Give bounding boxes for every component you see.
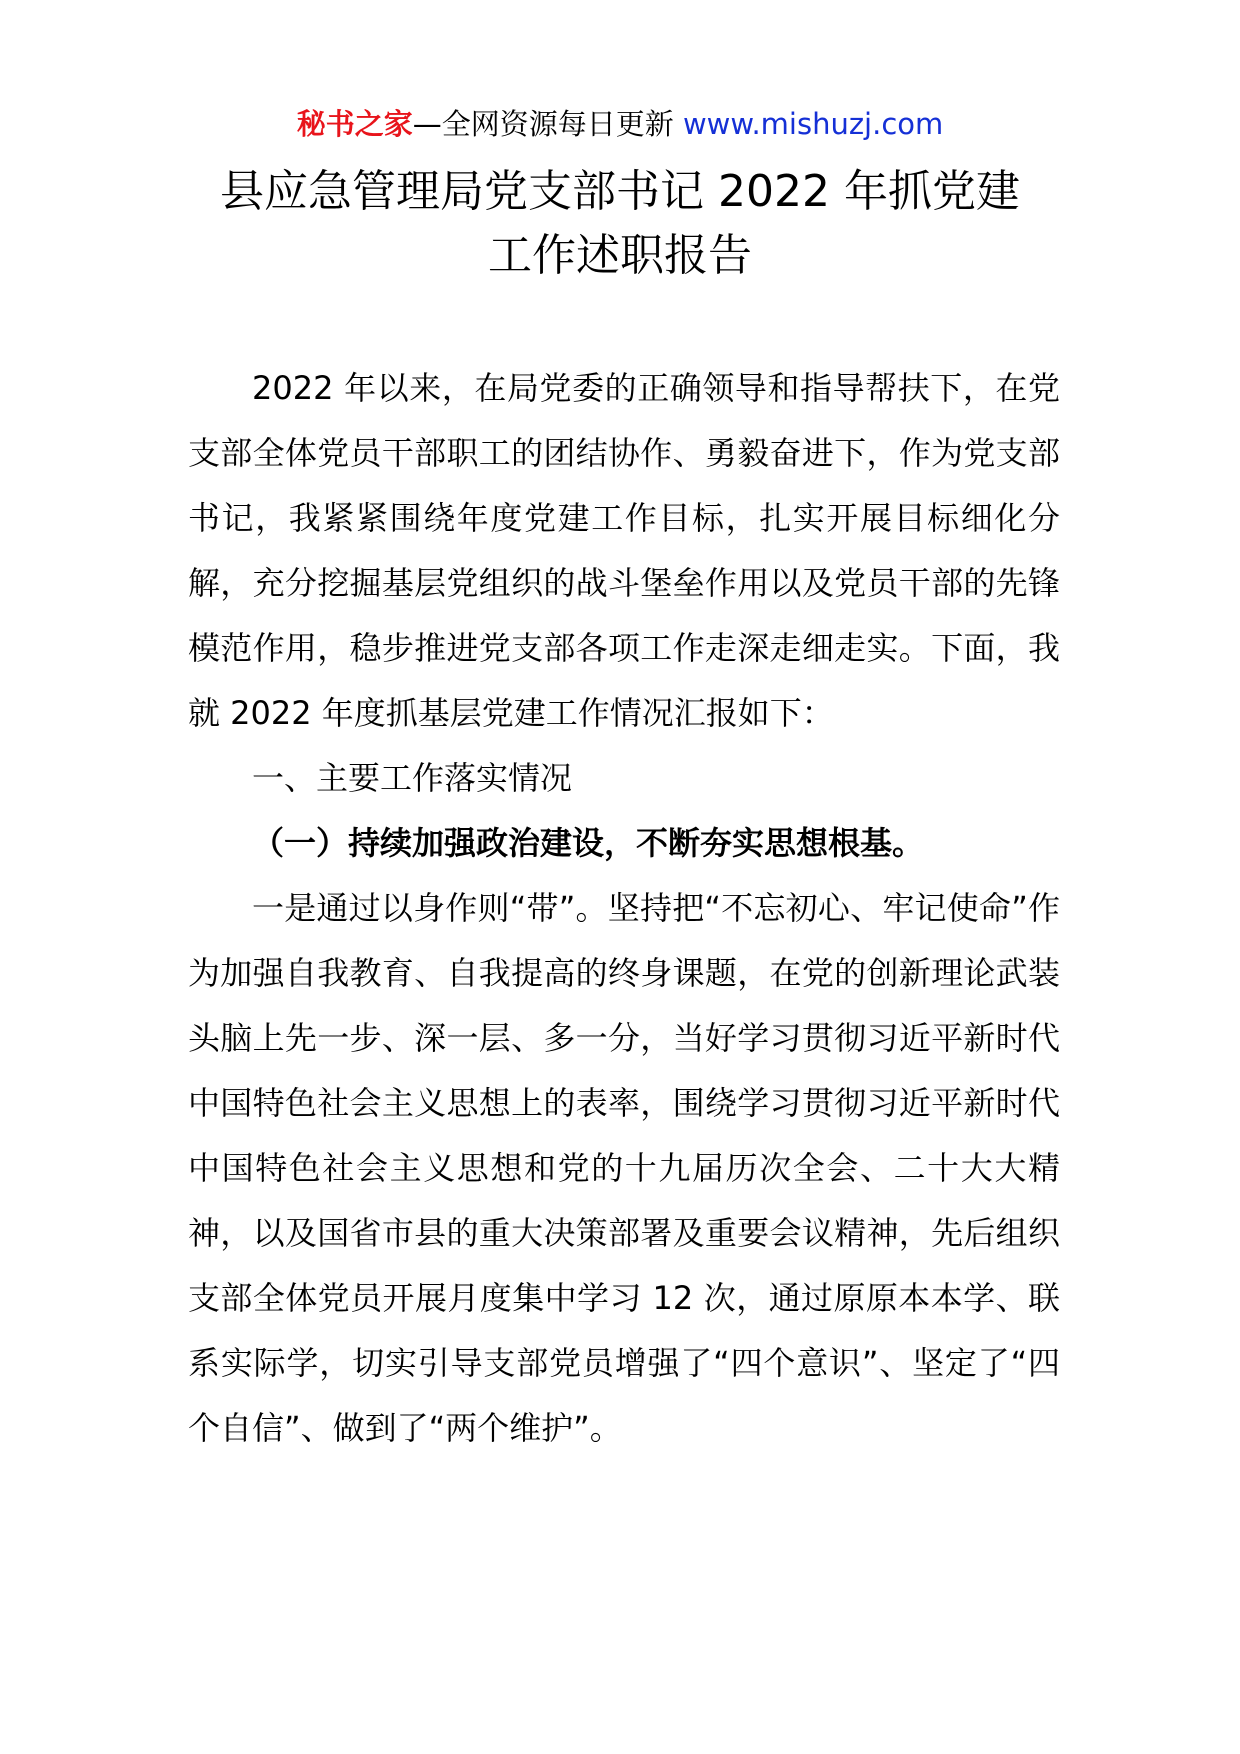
section-heading: 一、主要工作落实情况: [252, 759, 573, 797]
point-paragraph: 一是通过以身作则“带”。坚持把“不忘初心、牢记使命”作为加强自我教育、自我提高的终身课题，在党的创新理论武装头脑上先一步、深一层、多一分，当好学习贯彻习近平新时代中国特色社会主义思想上的表率，围绕学习贯彻习近平新时代中国特色社会主义思想和党的十九届历次全会、二十大大精神，以及国省市县的重大决策部署及重要会议精神，先后组织支部全体党员开展月度集中学习 12 次，通过原原本本学、联系实际学，切实引导支部党员增强了“四个意识”、坚定了“四个自信”、做到了“两个维护”。: [188, 889, 1060, 1447]
title-line-2: 工作述职报告: [488, 230, 752, 281]
brand-name: 秘书之家: [296, 107, 413, 141]
site-banner: [0, 100, 1240, 148]
title-line-1: 县应急管理局党支部书记 2022 年抓党建: [220, 166, 1020, 217]
intro-paragraph: 2022 年以来，在局党委的正确领导和指导帮扶下，在党支部全体党员干部职工的团结协作、勇毅奋进下，作为党支部书记，我紧紧围绕年度党建工作目标，扎实开展目标细化分解，充分挖掘基层党组织的战斗堡垒作用以及党员干部的先锋模范作用，稳步推进党支部各项工作走深走细走实。下面，我就 2022 年度抓基层党建工作情况汇报如下：: [188, 369, 1060, 732]
banner-tagline: —全网资源每日更新: [412, 107, 683, 141]
subsection-heading: （一）持续加强政治建设，不断夯实思想根基。: [252, 824, 925, 862]
document-title: [150, 160, 1090, 288]
document-body: [188, 356, 1060, 1461]
site-url: www.mishuzj.com: [682, 107, 944, 141]
